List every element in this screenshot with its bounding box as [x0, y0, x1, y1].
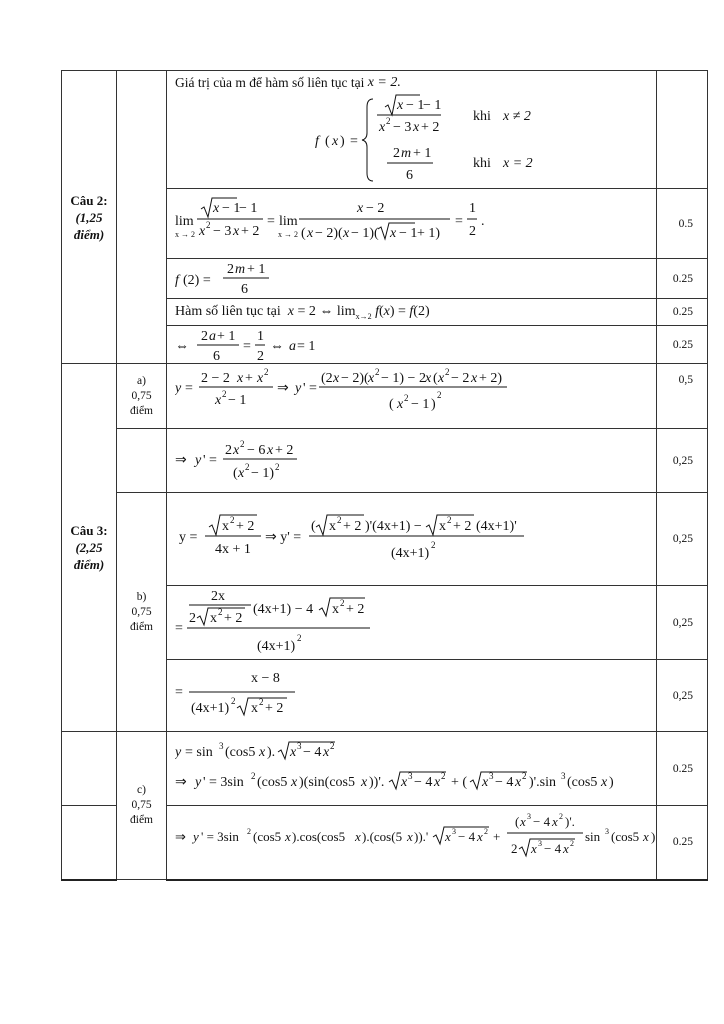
svg-text:2: 2	[445, 367, 450, 377]
svg-text:x: x	[477, 829, 483, 845]
part-b-points: 0,75	[131, 605, 152, 618]
svg-text:− 1: − 1	[222, 200, 241, 216]
svg-text:6: 6	[213, 348, 220, 363]
part-b-letter: b)	[136, 590, 147, 603]
part-b-result-formula	[175, 666, 375, 726]
svg-text:x: x	[397, 397, 404, 412]
part-a-unit: điểm	[130, 404, 153, 417]
svg-text:⇒: ⇒	[175, 452, 187, 468]
limit-formula	[175, 195, 495, 253]
svg-text:): )	[651, 829, 656, 845]
part-b-unit: điểm	[130, 620, 153, 633]
svg-text:− 1)(: − 1)(	[351, 225, 379, 241]
svg-text:).(cos(5: ).(cos(5	[362, 829, 403, 845]
svg-text:− 1: − 1	[406, 98, 425, 113]
question-2-sub-cell	[117, 71, 167, 364]
part-a-points: 0,75	[131, 389, 152, 402]
case-2-khi: khi	[473, 156, 491, 171]
svg-text:2: 2	[245, 461, 250, 472]
svg-text:x: x	[267, 442, 274, 458]
svg-text:(2) =: (2) =	[183, 272, 211, 288]
svg-text:x: x	[361, 774, 368, 790]
svg-text:x: x	[482, 774, 489, 790]
score: 0,25	[672, 533, 693, 545]
svg-text:6: 6	[406, 168, 413, 183]
svg-text:lim: lim	[175, 213, 194, 229]
svg-text:x: x	[515, 774, 522, 790]
svg-text:x: x	[390, 225, 397, 241]
svg-text:x: x	[357, 200, 364, 216]
question-3-weight: (2,25 điểm)	[73, 540, 105, 572]
piecewise-function	[315, 93, 615, 185]
svg-text:+ (: + (	[451, 774, 468, 790]
svg-text:− 4: − 4	[495, 774, 514, 790]
svg-text:+ 2: + 2	[346, 601, 365, 617]
svg-text:+: +	[245, 371, 253, 386]
svg-text:f: f	[175, 272, 179, 288]
svg-text:(cos5: (cos5	[611, 829, 640, 845]
svg-text:y =: y =	[179, 530, 198, 545]
svg-text:+ 2: + 2	[421, 120, 440, 135]
svg-text:1: 1	[469, 200, 476, 216]
svg-text:+ 2: + 2	[343, 519, 362, 534]
svg-text:=: =	[350, 134, 358, 149]
part-c-letter: c)	[137, 784, 146, 796]
part-a-letter: a)	[137, 374, 146, 387]
svg-text:⇒: ⇒	[175, 774, 187, 790]
svg-text:): )	[431, 397, 436, 412]
svg-text:)).': )).'	[414, 829, 429, 845]
svg-text:(4x+1)': (4x+1)'	[476, 519, 517, 534]
svg-text:x: x	[368, 371, 375, 386]
svg-text:x: x	[401, 774, 408, 790]
score: 0.25	[672, 836, 693, 849]
svg-text:x: x	[520, 814, 526, 830]
svg-text:x: x	[215, 393, 222, 408]
svg-text:2: 2	[431, 540, 436, 550]
score-cell	[657, 259, 708, 299]
svg-text:x − 8: x − 8	[251, 670, 280, 686]
svg-text:x: x	[343, 225, 350, 241]
part-a-result	[167, 429, 657, 493]
svg-text:x: x	[531, 841, 537, 857]
score-cell	[657, 299, 708, 326]
svg-text:(4x+1): (4x+1)	[257, 638, 296, 654]
svg-text:=: =	[185, 381, 193, 396]
svg-text:x: x	[307, 225, 314, 241]
svg-text:2: 2	[225, 442, 232, 458]
question-3-cont-cell	[62, 806, 117, 880]
svg-text:= sin: = sin	[185, 744, 213, 760]
svg-text:2: 2	[240, 438, 245, 449]
svg-text:x: x	[601, 774, 608, 790]
svg-text:x: x	[332, 134, 339, 149]
svg-text:− 1): − 1)	[251, 465, 275, 481]
svg-text:2: 2	[264, 367, 269, 377]
svg-text:− 6: − 6	[247, 442, 266, 458]
svg-text:(4x+1): (4x+1)	[191, 700, 230, 716]
svg-text:− 4: − 4	[303, 744, 322, 760]
solve-a-formula	[175, 327, 335, 363]
svg-text:x: x	[329, 519, 336, 534]
svg-text:(cos5: (cos5	[225, 744, 256, 760]
svg-text:2: 2	[337, 515, 342, 525]
svg-text:− 1: − 1	[423, 98, 442, 113]
part-c-points: 0,75	[131, 799, 152, 811]
score-cell-empty	[657, 71, 708, 189]
score: 0,25	[672, 454, 693, 467]
part-c-result-formula	[175, 809, 659, 875]
intro-x-value: x = 2.	[367, 75, 401, 90]
svg-text:x: x	[290, 744, 297, 760]
score: 0,5	[678, 374, 693, 386]
svg-text:− 1: − 1	[399, 225, 418, 241]
svg-text:= 1: = 1	[297, 338, 316, 354]
svg-text:)(sin(cos5: )(sin(cos5	[299, 774, 355, 790]
svg-text:2: 2	[522, 770, 527, 781]
svg-text:2: 2	[230, 515, 235, 525]
score-cell	[657, 189, 708, 259]
svg-text:y: y	[193, 829, 199, 845]
part-a-derivative	[167, 364, 657, 429]
svg-text:x: x	[439, 519, 446, 534]
score-cell	[657, 806, 708, 880]
svg-text:− 2)(: − 2)(	[341, 371, 369, 386]
answer-table	[61, 70, 708, 881]
svg-text:+ 2: + 2	[241, 223, 260, 239]
svg-text:− 3: − 3	[213, 223, 232, 239]
svg-text:).cos(cos5: ).cos(cos5	[292, 829, 346, 845]
svg-text:lim: lim	[279, 213, 298, 229]
svg-text:x: x	[438, 371, 445, 386]
svg-text:⇒: ⇒	[175, 829, 186, 845]
svg-text:y: y	[295, 381, 302, 396]
svg-text:x: x	[434, 774, 441, 790]
svg-text:2 − 2: 2 − 2	[201, 371, 230, 386]
svg-text:(: (	[515, 814, 520, 830]
svg-text:x: x	[332, 601, 339, 617]
svg-text:⇒: ⇒	[277, 381, 289, 396]
svg-text:2: 2	[231, 695, 236, 706]
svg-text:− 2: − 2	[366, 200, 385, 216]
svg-text:3: 3	[561, 770, 566, 781]
svg-text:x: x	[257, 371, 264, 386]
svg-text:x: x	[222, 519, 229, 534]
continuity-formula: x = 2 ⇔ $\lim_{x\to 2} f(x) = f(2)$	[287, 303, 430, 321]
problem-statement	[167, 71, 657, 189]
score: 0.25	[672, 762, 693, 775]
svg-text:(: (	[433, 371, 438, 386]
svg-text:.: .	[481, 213, 485, 229]
score-cell	[657, 732, 708, 806]
svg-text:2: 2	[275, 461, 280, 472]
svg-text:3: 3	[527, 812, 531, 822]
svg-text:): )	[609, 774, 614, 790]
svg-text:x: x	[210, 610, 217, 626]
svg-text:)'.: )'.	[565, 814, 575, 830]
svg-text:+ 1: + 1	[247, 261, 266, 277]
svg-text:(: (	[389, 397, 394, 412]
svg-text:' =: ' =	[303, 381, 317, 396]
svg-text:2: 2	[340, 597, 345, 608]
svg-text:=: =	[455, 213, 463, 229]
svg-text:x: x	[471, 371, 478, 386]
solve-a	[167, 326, 657, 364]
svg-text:' = 3sin: ' = 3sin	[203, 774, 244, 790]
svg-text:⇔: ⇔	[175, 338, 189, 354]
svg-text:2: 2	[469, 223, 476, 239]
svg-text:x → 2: x → 2	[278, 229, 298, 239]
svg-text:2: 2	[189, 610, 196, 626]
svg-text:(: (	[311, 519, 316, 534]
svg-text:=: =	[175, 684, 183, 700]
f-of-2-formula	[175, 260, 295, 298]
svg-text:+ 2: + 2	[236, 519, 255, 534]
svg-text:− 4: − 4	[533, 814, 551, 830]
svg-text:sin: sin	[585, 829, 601, 845]
svg-text:x: x	[333, 371, 340, 386]
svg-text:' =: ' =	[203, 452, 217, 468]
svg-text:2: 2	[437, 390, 442, 400]
score: 0.25	[672, 272, 693, 285]
svg-text:(cos5: (cos5	[257, 774, 288, 790]
svg-text:3: 3	[538, 839, 542, 849]
part-c-label	[117, 732, 167, 880]
question-3-label	[62, 364, 117, 732]
svg-text:− 2)(: − 2)(	[315, 225, 343, 241]
svg-text:2: 2	[393, 146, 400, 161]
svg-text:− 2: − 2	[451, 371, 470, 386]
svg-text:+ 1): + 1)	[417, 225, 441, 241]
part-a-label	[117, 364, 167, 429]
svg-text:(: (	[233, 465, 238, 481]
svg-text:+ 2: + 2	[224, 610, 243, 626]
svg-text:− 4: − 4	[544, 841, 562, 857]
svg-text:− 3: − 3	[393, 120, 412, 135]
part-c-formula	[175, 736, 655, 802]
svg-text:(: (	[301, 225, 306, 241]
svg-text:2: 2	[570, 839, 574, 849]
svg-text:2: 2	[201, 328, 208, 344]
svg-text:2: 2	[375, 367, 380, 377]
continuity-text: Hàm số liên tục tại	[175, 303, 281, 319]
score: 0.5	[678, 217, 693, 230]
case-1-khi: khi	[473, 109, 491, 124]
svg-text:x: x	[237, 371, 244, 386]
problem-intro-x	[368, 75, 401, 91]
svg-text:x: x	[323, 744, 330, 760]
svg-text:))'.: ))'.	[369, 774, 385, 790]
svg-text:m: m	[235, 261, 246, 277]
svg-text:): )	[340, 134, 345, 149]
svg-text:m: m	[401, 146, 412, 161]
svg-text:x: x	[213, 200, 220, 216]
svg-text:2: 2	[218, 606, 223, 617]
svg-text:x: x	[552, 814, 558, 830]
svg-text:2: 2	[206, 219, 211, 230]
svg-text:).: ).	[267, 744, 276, 760]
part-b-derivative	[167, 493, 657, 586]
f-of-2	[167, 259, 657, 299]
svg-text:x: x	[238, 465, 245, 481]
svg-text:x: x	[251, 700, 258, 716]
part-a-result-formula	[175, 436, 335, 486]
score: 0.25	[672, 306, 693, 318]
svg-text:x: x	[445, 829, 451, 845]
svg-text:x: x	[643, 829, 649, 845]
svg-text:2: 2	[227, 261, 234, 277]
problem-intro-text: Giá trị của m để hàm số liên tục tại	[175, 75, 365, 90]
svg-text:− 1: − 1	[239, 200, 258, 216]
svg-text:=: =	[175, 620, 183, 636]
svg-text:2: 2	[251, 770, 256, 781]
svg-text:2: 2	[559, 812, 563, 822]
part-a-cont-cell	[117, 429, 167, 493]
svg-text:)'.sin: )'.sin	[529, 774, 557, 790]
svg-text:x: x	[233, 223, 240, 239]
continuity-condition	[167, 299, 657, 326]
problem-intro	[175, 73, 656, 93]
score: 0,25	[672, 689, 693, 702]
part-b-step	[167, 586, 657, 660]
svg-text:(2: (2	[321, 371, 333, 386]
svg-text:y: y	[175, 744, 182, 760]
svg-text:a: a	[209, 328, 216, 344]
svg-text:y: y	[195, 452, 202, 468]
svg-text:x: x	[407, 829, 413, 845]
score-cell	[657, 364, 708, 429]
svg-text:+ 1: + 1	[217, 328, 236, 344]
case-2-condition: x = 2	[503, 156, 533, 171]
svg-text:x: x	[259, 744, 266, 760]
svg-text:+ 1: + 1	[413, 146, 432, 161]
svg-text:+ 2: + 2	[275, 442, 294, 458]
svg-text:⇒ y' =: ⇒ y' =	[265, 530, 302, 545]
score-cell	[657, 586, 708, 660]
svg-text:1: 1	[257, 328, 264, 344]
svg-text:)'(4x+1) −: )'(4x+1) −	[365, 519, 422, 534]
svg-text:x: x	[285, 829, 291, 845]
score: 0.25	[672, 338, 693, 351]
svg-text:(cos5: (cos5	[253, 829, 282, 845]
score-cell	[657, 493, 708, 586]
svg-text:(4x+1) − 4: (4x+1) − 4	[253, 601, 314, 617]
svg-text:− 1: − 1	[411, 397, 430, 412]
svg-text:(4x+1): (4x+1)	[391, 546, 430, 561]
svg-text:+ 2): + 2)	[479, 371, 503, 386]
svg-text:3: 3	[408, 770, 413, 781]
svg-text:3: 3	[489, 770, 494, 781]
svg-text:2: 2	[330, 740, 335, 751]
svg-text:y: y	[195, 774, 202, 790]
question-3-number: Câu 3:	[70, 523, 108, 538]
svg-text:x: x	[563, 841, 569, 857]
part-c-unit: điểm	[130, 814, 153, 826]
svg-text:2: 2	[257, 348, 264, 363]
svg-text:− 4: − 4	[414, 774, 433, 790]
svg-text:2: 2	[259, 696, 264, 707]
svg-text:− 1: − 1	[228, 393, 247, 408]
svg-text:f: f	[315, 134, 319, 149]
part-b-result	[167, 660, 657, 732]
svg-text:+ 2: + 2	[453, 519, 472, 534]
svg-text:4x + 1: 4x + 1	[215, 542, 251, 557]
svg-text:− 1) − 2: − 1) − 2	[381, 371, 426, 386]
svg-text:2: 2	[222, 389, 227, 399]
svg-text:x: x	[379, 120, 386, 135]
part-c-function	[167, 732, 657, 806]
svg-text:x: x	[355, 829, 361, 845]
svg-text:+: +	[493, 829, 501, 845]
svg-text:(: (	[325, 134, 330, 149]
svg-text:=: =	[267, 213, 275, 229]
svg-text:2: 2	[447, 515, 452, 525]
svg-text:3: 3	[219, 740, 224, 751]
svg-text:2: 2	[297, 632, 302, 643]
svg-text:x: x	[199, 223, 206, 239]
svg-text:a: a	[289, 338, 296, 354]
score-cell	[657, 660, 708, 732]
svg-text:6: 6	[241, 281, 248, 297]
case-1-condition: x ≠ 2	[503, 109, 531, 124]
svg-text:x → 2: x → 2	[175, 229, 195, 239]
svg-text:2: 2	[404, 393, 409, 403]
svg-text:x: x	[397, 98, 404, 113]
part-b-label	[117, 493, 167, 732]
svg-text:' = 3sin: ' = 3sin	[201, 829, 239, 845]
question-2-label	[62, 71, 117, 364]
svg-text:⇔: ⇔	[270, 338, 284, 354]
score-cell	[657, 326, 708, 364]
svg-text:x: x	[291, 774, 298, 790]
score-cell	[657, 429, 708, 493]
svg-text:x: x	[413, 120, 420, 135]
limit-computation	[167, 189, 657, 259]
svg-text:3: 3	[297, 740, 302, 751]
part-b-step-formula	[175, 588, 375, 658]
svg-text:2: 2	[247, 827, 251, 837]
svg-text:2: 2	[441, 770, 446, 781]
svg-text:=: =	[243, 338, 251, 354]
svg-text:3: 3	[605, 827, 609, 837]
svg-text:x: x	[233, 442, 240, 458]
question-2-weight: (1,25 điểm)	[73, 209, 105, 242]
svg-text:+ 2: + 2	[265, 700, 284, 716]
svg-text:3: 3	[452, 827, 456, 837]
svg-text:y: y	[175, 381, 182, 396]
question-2-number: Câu 2:	[70, 192, 108, 208]
question-3-cont-cell	[62, 732, 117, 806]
part-b-formula	[179, 509, 539, 569]
svg-text:2: 2	[511, 841, 518, 857]
svg-text:2x: 2x	[211, 588, 225, 604]
part-c-result	[167, 806, 657, 880]
svg-text:2: 2	[484, 827, 488, 837]
score: 0,25	[672, 616, 693, 629]
svg-text:x: x	[425, 371, 432, 386]
svg-text:(cos5: (cos5	[567, 774, 598, 790]
svg-text:− 4: − 4	[458, 829, 476, 845]
part-a-formula	[175, 366, 535, 426]
svg-text:2: 2	[386, 116, 391, 126]
